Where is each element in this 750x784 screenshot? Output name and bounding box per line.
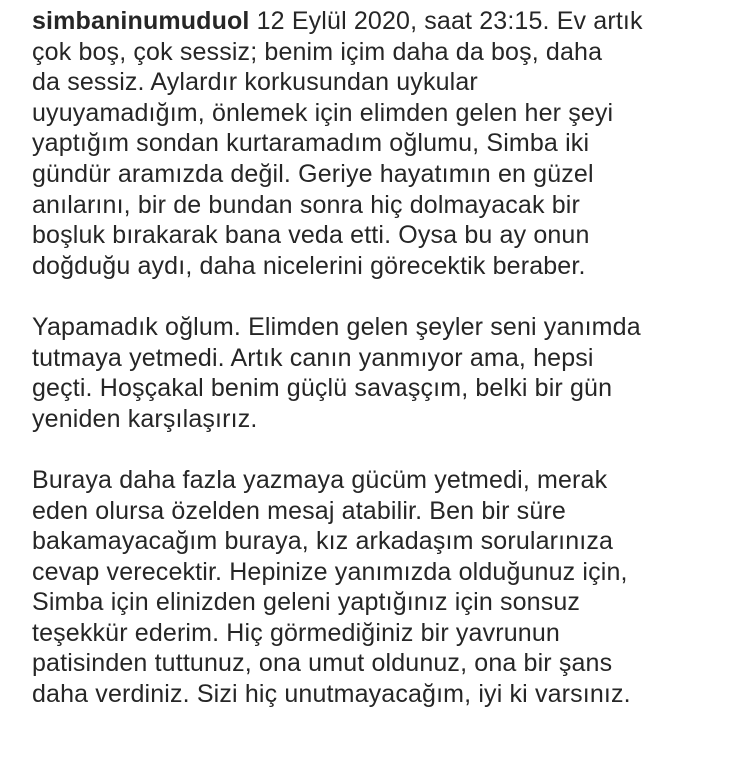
caption-line: çok boş, çok sessiz; benim içim daha da boş, daha [32,37,603,66]
caption-paragraph-2 [32,312,732,434]
caption-line: patisinden tuttunuz, ona umut oldunuz, ona bir şans [32,649,613,678]
caption-line: gündür aramızda değil. Geriye hayatımın en güzel [32,159,594,188]
caption-line: uyuyamadığım, önlemek için elimden gelen her şeyi [32,98,614,127]
caption-line [32,6,732,37]
caption-line: yaptığım sondan kurtaramadım oğlumu, Simba iki [32,129,590,158]
caption-line: bakamayacağım buraya, kız arkadaşım sorularınıza [32,527,614,556]
caption-line: teşekkür ederim. Hiç görmediğiniz bir yavrunun [32,618,560,647]
caption-line: boşluk bırakarak bana veda etti. Oysa bu ay onun [32,221,590,250]
post-caption [32,6,732,710]
caption-line: Yapamadık oğlum. Elimden gelen şeyler seni yanımda [32,312,641,341]
caption-line: da sessiz. Aylardır korkusundan uykular [32,68,478,97]
caption-line: eden olursa özelden mesaj atabilir. Ben bir süre [32,496,566,525]
caption-line: daha verdiniz. Sizi hiç unutmayacağım, iyi ki varsınız. [32,680,631,709]
caption-line: Buraya daha fazla yazmaya gücüm yetmedi, merak [32,465,608,494]
caption-line: anılarını, bir de bundan sonra hiç dolmayacak bir [32,190,580,219]
username-link[interactable]: simbaninumuduol [32,7,250,35]
caption-line: Simba için elinizden geleni yaptığınız için sonsuz [32,588,581,617]
caption-line: geçti. Hoşçakal benim güçlü savaşçım, belki bir gün [32,374,613,403]
caption-line: cevap verecektir. Hepinize yanımızda olduğunuz için, [32,557,628,586]
caption-paragraph-3 [32,465,732,710]
caption-text: 12 Eylül 2020, saat 23:15. Ev artık [249,7,643,35]
caption-line: tutmaya yetmedi. Artık canın yanmıyor ama, hepsi [32,343,594,372]
caption-paragraph-1 [32,6,732,281]
caption-line: yeniden karşılaşırız. [32,404,258,433]
caption-line: doğduğu aydı, daha nicelerini görecektik beraber. [32,251,586,280]
